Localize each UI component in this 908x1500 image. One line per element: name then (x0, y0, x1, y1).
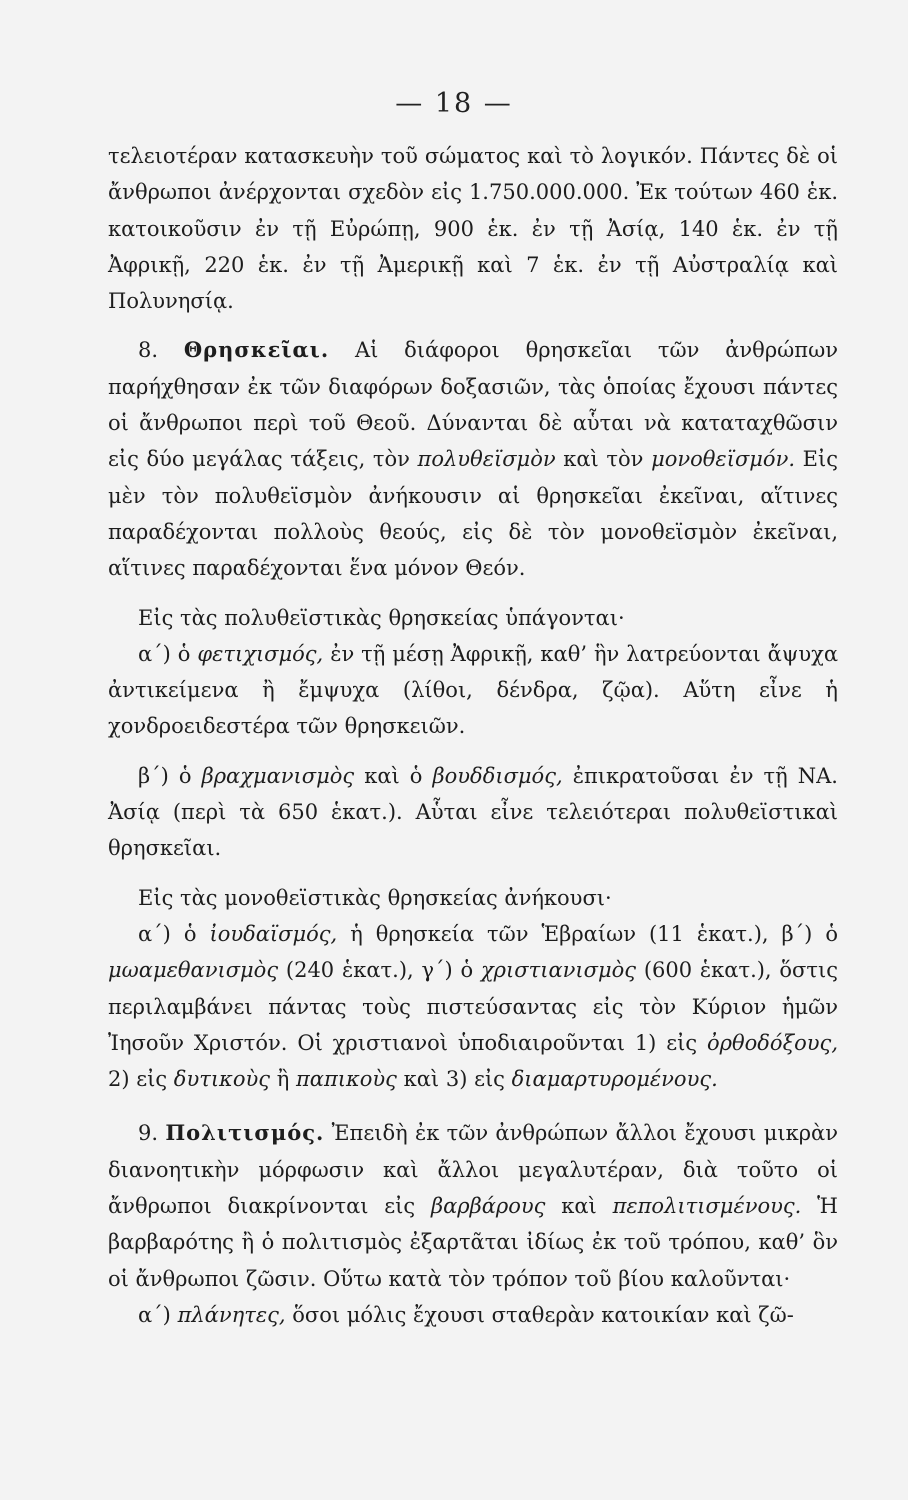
text-run: ἡ θρησκεία τῶν Ἑβραίων (11 ἑκατ.), β΄) ὁ (350, 921, 838, 946)
text-run: Εἰς μὲν τὸν πολυθεϊσμὸν ἀνήκουσιν αἱ θρησκεῖαι ἐκεῖναι, αἵτινες παραδέχονται πολλοὺς θεούς, εἰς δὲ τὸν μονοθεϊσμὸν ἐκεῖναι, αἵτινες παραδέχονται ἕνα μόνον Θεόν. (108, 447, 838, 581)
text-run: 2) εἰς (108, 1067, 168, 1092)
section-civilization (108, 1115, 838, 1296)
italic-term: πολυθεϊσμὸν (417, 447, 556, 472)
italic-term: βουδδισμός, (432, 763, 563, 788)
section-number: 8. (138, 338, 159, 363)
text-run: (240 ἑκατ.), γ΄) ὁ (285, 958, 474, 983)
paragraph-nomads (108, 1297, 838, 1333)
text-run: ἐν τῇ μέσῃ Ἀφρικῇ, καθ’ ἣν λατρεύονται ἄψυχα ἀντικείμενα ἢ ἔμψυχα (λίθοι, δένδρα, ζῷα). Αὕτη εἶνε ἡ χονδροειδεστέρα τῶν θρησκειῶν. (108, 641, 838, 739)
paragraph-population: τελειοτέραν κατασκευὴν τοῦ σώματος καὶ τὸ λογικόν. Πάντες δὲ οἱ ἄνθρωποι ἀνέρχονται σχεδὸν εἰς 1.750.000.000. Ἐκ τούτων 460 ἑκ. κατοικοῦσιν ἐν τῇ Εὐρώπῃ, 900 ἑκ. ἐν τῇ Ἀσίᾳ, 140 ἑκ. ἐν τῇ Ἀφρικῇ, 220 ἑκ. ἐν τῇ Ἀμερικῇ καὶ 7 ἑκ. ἐν τῇ Αὐστραλίᾳ καὶ Πολυνησίᾳ. (108, 144, 838, 314)
italic-term: ὀρθοδόξους, (707, 1030, 838, 1055)
paragraph-fetishism (108, 636, 838, 745)
italic-term: ἰουδαϊσμός, (209, 921, 338, 946)
text-run: ἢ (276, 1067, 290, 1092)
italic-term: βαρβάρους (430, 1194, 546, 1219)
italic-term: παπικοὺς (295, 1067, 397, 1092)
section-heading: Θρησκεῖαι. (183, 337, 330, 363)
section-religions (108, 332, 838, 586)
italic-term: μωαμεθανισμὸς (108, 958, 279, 983)
text-run: ὅσοι μόλις ἔχουσι σταθερὰν κατοικίαν καὶ ζῶ- (292, 1302, 794, 1327)
paragraph-monotheist-intro: Εἰς τὰς μονοθεϊστικὰς θρησκείας ἀνήκουσι· (138, 885, 612, 910)
text-run: Ἡ βαρβαρότης ἢ ὁ πολιτισμὸς ἐξαρτᾶται ἰδίως ἐκ τοῦ τρόπου, καθ’ ὃν οἱ ἄνθρωποι ζῶσιν. Οὕτω κατὰ τὸν τρόπον τοῦ βίου καλοῦνται· (108, 1194, 838, 1291)
italic-term: χριστιανισμὸς (480, 958, 637, 983)
item-label: α΄) ὁ (138, 921, 197, 946)
paragraph-polytheist-intro: Εἰς τὰς πολυθεϊστικὰς θρησκείας ὑπάγονται· (138, 605, 625, 630)
text-run: Ἐπειδὴ ἐκ τῶν ἀνθρώπων ἄλλοι ἔχουσι μικρὰν διανοητικὴν μόρφωσιν καὶ ἄλλοι μεγαλυτέραν, διὰ τοῦτο οἱ ἄνθρωποι διακρίνονται εἰς (108, 1121, 838, 1219)
text-run: Αἱ διάφοροι θρησκεῖαι τῶν ἀνθρώπων παρήχθησαν ἐκ τῶν διαφόρων δοξασιῶν, τὰς ὁποίας ἔχουσι πάντες οἱ ἄνθρωποι περὶ τοῦ Θεοῦ. Δύνανται δὲ αὗται νὰ καταταχθῶσιν εἰς δύο μεγάλας τάξεις, τὸν (108, 338, 838, 472)
paragraph-monotheisms (108, 916, 838, 1097)
section-number: 9. (138, 1121, 159, 1146)
italic-term: διαμαρτυρομένους. (511, 1067, 718, 1092)
section-heading: Πολιτισμός. (165, 1120, 325, 1146)
text-run: (600 ἑκατ.), ὅστις περιλαμβάνει πάντας τοὺς πιστεύσαντας εἰς τὸν Κύριον ἡμῶν Ἰησοῦν Χριστόν. Οἱ χριστιανοὶ ὑποδιαιροῦνται 1) εἰς (108, 958, 838, 1055)
item-label: β΄) ὁ (138, 763, 192, 788)
text-run: καὶ 3) εἰς (403, 1067, 505, 1092)
italic-term: πεπολιτισμένους. (612, 1194, 802, 1219)
body-text (108, 138, 838, 1333)
italic-term: δυτικοὺς (173, 1067, 270, 1092)
text-run: καὶ ὁ (364, 763, 423, 788)
italic-term: μονοθεϊσμόν. (651, 447, 796, 472)
item-label: α΄) (138, 1302, 171, 1327)
text-run: ἐπικρατοῦσαι ἐν τῇ ΝΑ. Ἀσίᾳ (περὶ τὰ 650 ἑκατ.). Αὗται εἶνε τελειότεραι πολυθεϊστικαὶ θρησκεῖαι. (108, 763, 838, 861)
paragraph-brahmanism (108, 758, 838, 867)
page-number: — 18 — (395, 88, 513, 119)
text-run: καὶ (561, 1194, 597, 1219)
italic-term: πλάνητες, (177, 1302, 286, 1327)
italic-term: φετιχισμός, (197, 641, 324, 666)
item-label: α΄) ὁ (138, 641, 191, 666)
italic-term: βραχμανισμὸς (201, 763, 355, 788)
text-run: καὶ τὸν (563, 447, 644, 472)
